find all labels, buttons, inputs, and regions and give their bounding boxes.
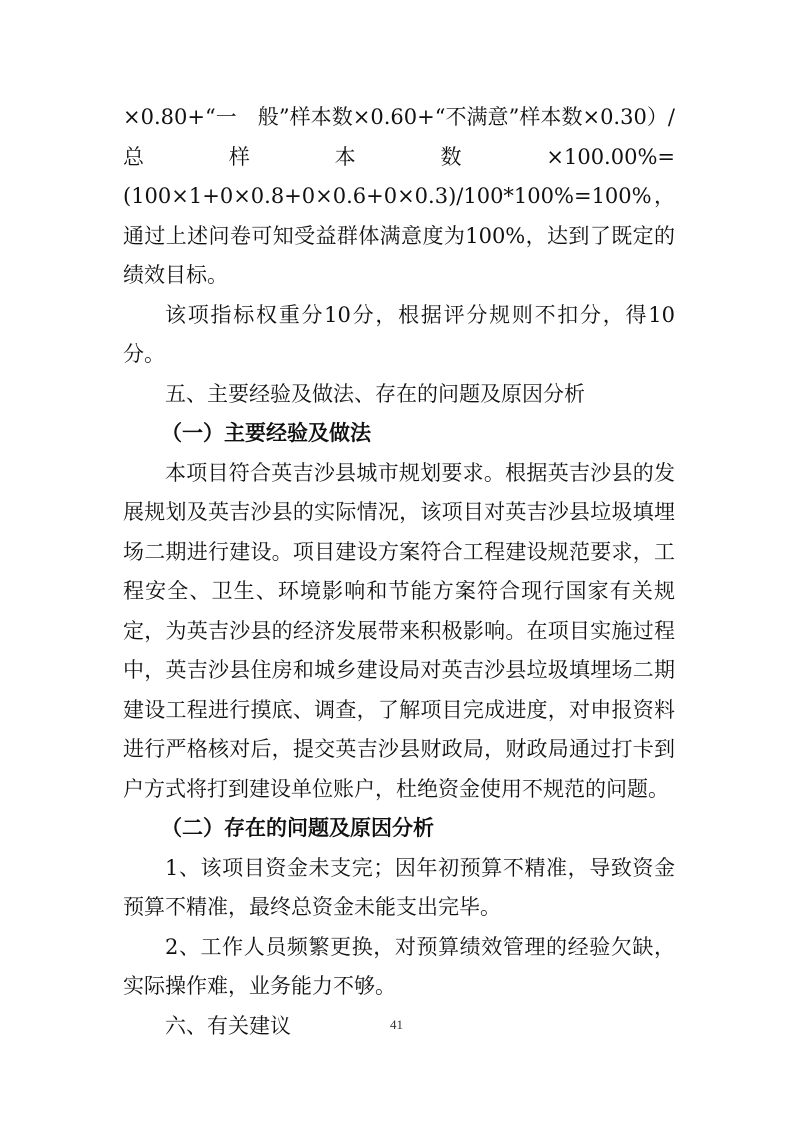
page-body — [123, 98, 675, 1046]
score-paragraph: 该项指标权重分10分，根据评分规则不扣分，得10分。 — [123, 302, 675, 366]
problem-item-2: 2、工作人员频繁更换，对预算绩效管理的经验欠缺，实际操作难，业务能力不够。 — [123, 934, 675, 998]
section-heading-experience-issues: 五、主要经验及做法、存在的问题及原因分析 — [165, 381, 585, 406]
section-heading-suggestions: 六、有关建议 — [165, 1013, 291, 1038]
satisfaction-formula-paragraph: ×0.80+“一 般”样本数×0.60+“不满意”样本数×0.30）/总样本数×100.00%=(100×1+0×0.8+0×0.6+0×0.3)/100*100%=100%，通过上述问卷可知受益群体满意度为100%，达到了既定的绩效目标。 — [123, 105, 675, 287]
problem-item-1: 1、该项目资金未支完；因年初预算不精准，导致资金预算不精准，最终总资金未能支出完毕。 — [123, 855, 675, 919]
subheading-problems-causes: （二）存在的问题及原因分析 — [161, 816, 434, 840]
page-number: 41 — [390, 1017, 403, 1032]
subheading-main-experience: （一）主要经验及做法 — [161, 421, 371, 445]
experience-paragraph: 本项目符合英吉沙县城市规划要求。根据英吉沙县的发展规划及英吉沙县的实际情况，该项目对英吉沙县垃圾填埋场二期进行建设。项目建设方案符合工程建设规范要求，工程安全、卫生、环境影响和节能方案符合现行国家有关规定，为英吉沙县的经济发展带来积极影响。在项目实施过程中，英吉沙县住房和城乡建设局对英吉沙县垃圾填埋场二期建设工程进行摸底、调查，了解项目完成进度，对申报资料进行严格核对后，提交英吉沙县财政局，财政局通过打卡到户方式将打到建设单位账户，杜绝资金使用不规范的问题。 — [123, 460, 675, 801]
